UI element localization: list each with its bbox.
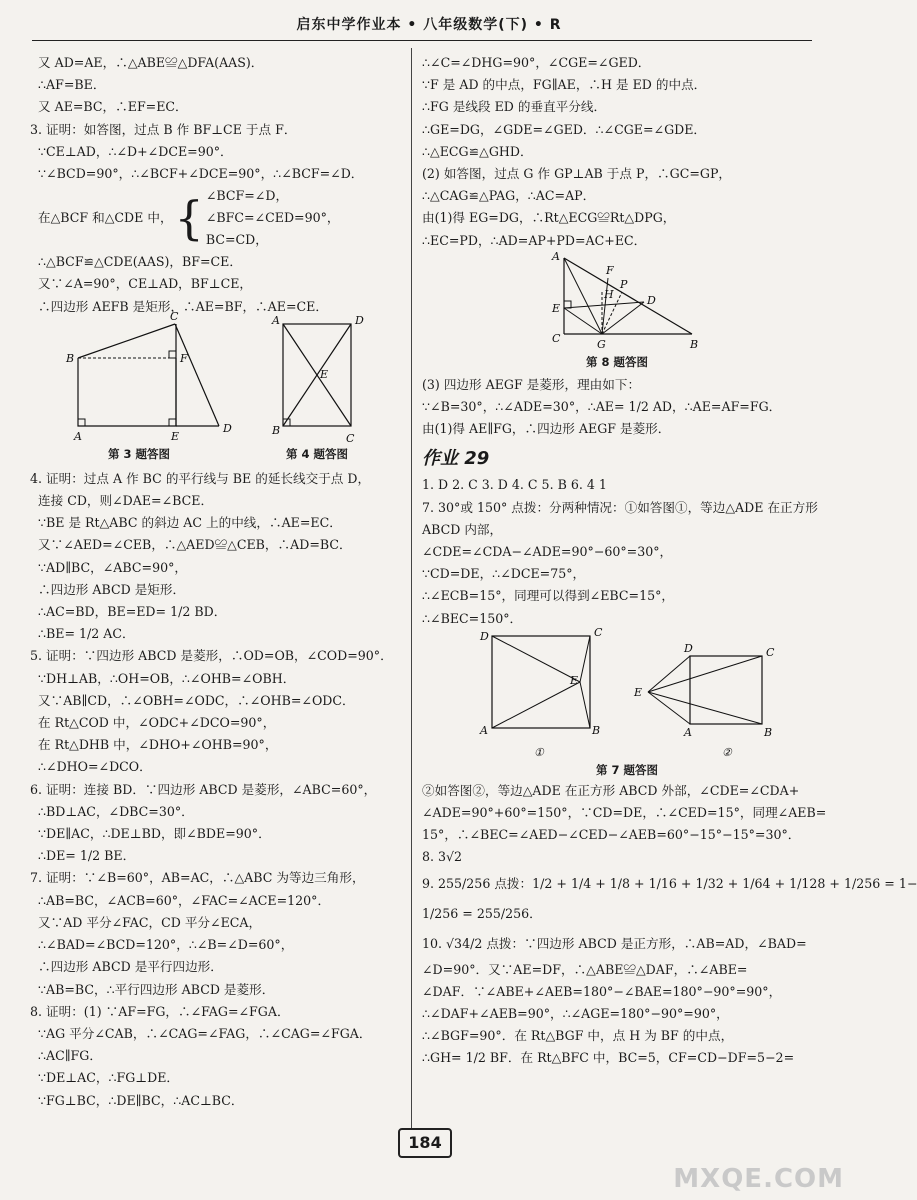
text-line: ②如答图②，等边△ADE 在正方形 ABCD 外部，∠CDE=∠CDA+ xyxy=(422,782,800,798)
text-line: ∴四边形 AEFB 是矩形，∴AE=BF，∴AE=CE． xyxy=(38,298,328,314)
text-line: ∴∠ECB=15°，同理可以得到∠EBC=15°， xyxy=(422,588,675,604)
svg-text:D: D xyxy=(480,629,489,643)
text-line: ∴BD⊥AC，∠DBC=30°． xyxy=(38,803,194,819)
text-line: ∴DE= 1/2 BE． xyxy=(38,848,136,864)
figure-7-label-2: ② xyxy=(722,745,732,759)
text-line: 又∵∠A=90°，CE⊥AD，BF⊥CE， xyxy=(38,276,253,292)
page-header: 启东中学作业本 • 八年级数学(下) • R xyxy=(296,17,562,33)
figure-8-caption: 第 8 题答图 xyxy=(586,354,649,369)
text-line: ∵AB=BC，∴平行四边形 ABCD 是菱形． xyxy=(38,981,275,997)
brace-system xyxy=(30,185,402,251)
text-line: ∠CDE=∠CDA−∠ADE=90°−60°=30°， xyxy=(422,544,673,560)
text-line: ∴∠BGF=90°．在 Rt△BGF 中，点 H 为 BF 的中点， xyxy=(422,1028,734,1044)
svg-text:C: C xyxy=(346,431,355,445)
text-line: ∴FG 是线段 ED 的垂直平分线． xyxy=(422,99,607,115)
text-line: 又∵∠AED=∠CEB，∴△AED≌△CEB，∴AD=BC． xyxy=(38,537,352,553)
svg-text:D: D xyxy=(223,421,232,435)
text-line: 10. √34/2 点拨：∵四边形 ABCD 是正方形，∴AB=AD，∠BAD= xyxy=(422,935,807,951)
left-lines-b xyxy=(30,251,402,318)
page-number: 184 xyxy=(398,1128,452,1158)
svg-text:D: D xyxy=(684,641,693,655)
text-line: 7. 30°或 150° 点拨：分两种情况：①如答图①，等边△ADE 在正方形 xyxy=(422,499,818,515)
figure-7-caption: 第 7 题答图 xyxy=(596,762,659,777)
brace-glyph: { xyxy=(174,191,204,246)
figure-7-diagram xyxy=(422,625,814,760)
svg-text:E: E xyxy=(320,367,329,381)
figure-3-caption: 第 3 题答图 xyxy=(108,446,171,461)
svg-text:G: G xyxy=(597,337,606,351)
svg-text:H: H xyxy=(604,287,614,301)
watermark-logo: MXQE.COM xyxy=(673,1164,844,1194)
right-lines-a xyxy=(422,52,814,252)
left-lines-a xyxy=(30,52,402,185)
right-lines-d xyxy=(422,780,917,1070)
text-line: ∵DE∥AC，∴DE⊥BD，即∠BDE=90°． xyxy=(38,826,271,842)
text-line: ∴AF=BE． xyxy=(38,77,106,93)
text-line: 4. 证明：过点 A 作 BC 的平行线与 BE 的延长线交于点 D， xyxy=(30,470,371,486)
text-line: ∵FG⊥BC，∴DE∥BC，∴AC⊥BC． xyxy=(38,1092,244,1108)
text-line: 在 Rt△COD 中，∠ODC+∠DCO=90°， xyxy=(38,715,276,731)
text-line: 又 AE=BC，∴EF=EC． xyxy=(38,99,188,115)
text-line: 3. 证明：如答图，过点 B 作 BF⊥CE 于点 F． xyxy=(30,121,297,137)
text-line: ∠D=90°．又∵AE=DF，∴△ABE≌△DAF，∴∠ABE= xyxy=(422,961,748,977)
text-line: ∴∠BAD=∠BCD=120°，∴∠B=∠D=60°， xyxy=(38,937,294,953)
text-line: ∴EC=PD，∴AD=AP+PD=AC+EC． xyxy=(422,232,647,248)
header-rule xyxy=(32,40,812,41)
text-line: 又∵AB∥CD，∴∠OBH=∠ODC，∴∠OHB=∠ODC． xyxy=(38,692,355,708)
svg-text:C: C xyxy=(766,645,775,659)
text-line: ∴△CAG≌△PAG，∴AC=AP． xyxy=(422,188,596,204)
svg-text:A: A xyxy=(684,725,692,739)
text-line: ∴四边形 ABCD 是矩形． xyxy=(38,581,186,597)
text-line: (2) 如答图，过点 G 作 GP⊥AB 于点 P，∴GC=GP， xyxy=(422,166,732,182)
text-line: ∵AG 平分∠CAB，∴∠CAG=∠FAG，∴∠CAG=∠FGA． xyxy=(38,1025,372,1041)
text-line: ∠DAF．∵∠ABE+∠AEB=180°−∠BAE=180°−90°=90°， xyxy=(422,983,782,999)
text-line: ∠ADE=90°+60°=150°，∵CD=DE，∴∠CED=15°，同理∠AEB= xyxy=(422,805,827,821)
text-line: ∴AC∥FG． xyxy=(38,1048,102,1064)
svg-text:A: A xyxy=(480,723,488,737)
text-line: 由(1)得 EG=DG，∴Rt△ECG≌Rt△DPG， xyxy=(422,210,676,226)
text-line: ∵DH⊥AB，∴OH=OB，∴∠OHB=∠OBH． xyxy=(38,670,296,686)
svg-text:B: B xyxy=(592,723,601,737)
svg-text:B: B xyxy=(66,351,75,365)
svg-text:F: F xyxy=(180,351,188,365)
figure-4-caption: 第 4 题答图 xyxy=(286,446,349,461)
text-line: 8. 3√2 xyxy=(422,849,463,865)
left-column xyxy=(30,52,402,1112)
text-line: ∴∠DHO=∠DCO． xyxy=(38,759,152,775)
svg-text:C: C xyxy=(552,331,561,345)
text-line: ∴BE= 1/2 AC． xyxy=(38,626,135,642)
figure-7-label-1: ① xyxy=(534,745,544,759)
svg-text:E: E xyxy=(171,429,180,443)
text-line: 6. 证明：连接 BD．∵四边形 ABCD 是菱形，∠ABC=60°， xyxy=(30,781,377,797)
text-line: ∵∠BCD=90°，∴∠BCF+∠DCE=90°，∴∠BCF=∠D． xyxy=(38,166,364,182)
text-line: 7. 证明：∵∠B=60°，AB=AC，∴△ABC 为等边三角形， xyxy=(30,870,365,886)
text-line: (3) 四边形 AEGF 是菱形，理由如下： xyxy=(422,376,641,392)
svg-text:A: A xyxy=(272,313,280,327)
text-line: ∴GE=DG，∠GDE=∠GED．∴∠CGE=∠GDE． xyxy=(422,121,707,137)
text-line: ∵BE 是 Rt△ABC 的斜边 AC 上的中线，∴AE=EC． xyxy=(38,515,342,531)
brace-prefix: 在△BCF 和△CDE 中， xyxy=(38,210,173,226)
text-line: ∠BFC=∠CED=90°， xyxy=(205,210,340,226)
svg-text:B: B xyxy=(690,337,699,351)
text-line: ∠BCF=∠D， xyxy=(205,188,289,204)
text-line: 9. 255/256 点拨：1/2 + 1/4 + 1/8 + 1/16 + 1/32 + 1/64 + 1/128 + 1/256 = 1− xyxy=(422,875,917,891)
figure-3-diagram xyxy=(30,309,402,446)
text-line: 15°，∴∠BEC=∠AED−∠CED−∠AEB=60°−15°−15°=30°． xyxy=(422,827,801,843)
svg-text:A: A xyxy=(552,249,560,263)
text-line: 1/256 = 255/256． xyxy=(422,905,542,921)
svg-text:P: P xyxy=(620,277,628,291)
svg-text:D: D xyxy=(647,293,656,307)
text-line: ∴△BCF≌△CDE(AAS)，BF=CE． xyxy=(38,254,242,270)
text-line: ∵∠B=30°，∴∠ADE=30°，∴AE= 1/2 AD，∴AE=AF=FG． xyxy=(422,399,782,415)
text-line: ∴△ECG≌△GHD． xyxy=(422,143,533,159)
text-line: 连接 CD，则∠DAE=∠BCE． xyxy=(38,493,214,509)
text-line: ABCD 内部， xyxy=(422,521,503,537)
figure-8-diagram xyxy=(422,249,814,352)
text-line: ∵CE⊥AD，∴∠D+∠DCE=90°． xyxy=(38,143,233,159)
left-lines-c xyxy=(30,468,402,1112)
text-line: ∵CD=DE，∴∠DCE=75°， xyxy=(422,566,586,582)
text-line: ∴∠BEC=150°． xyxy=(422,610,523,626)
text-line: ∴∠C=∠DHG=90°，∠CGE=∠GED． xyxy=(422,55,651,70)
column-divider xyxy=(411,48,412,1128)
text-line: 在 Rt△DHB 中，∠DHO+∠OHB=90°， xyxy=(38,737,278,753)
svg-text:D: D xyxy=(355,313,364,327)
right-lines-b xyxy=(422,374,814,441)
text-line: 又∵AD 平分∠FAC，CD 平分∠ECA， xyxy=(38,914,262,930)
text-line: 5. 证明：∵四边形 ABCD 是菱形，∴OD=OB，∠COD=90°． xyxy=(30,648,393,664)
text-line: ∴AB=BC，∠ACB=60°，∠FAC=∠ACE=120°． xyxy=(38,892,331,908)
text-line: BC=CD， xyxy=(205,232,268,248)
svg-text:E: E xyxy=(552,301,561,315)
text-line: 又 AD=AE，∴△ABE≌△DFA(AAS)． xyxy=(38,55,264,70)
svg-text:F: F xyxy=(606,263,614,277)
text-line: 8. 证明：(1) ∵AF=FG，∴∠FAG=∠FGA． xyxy=(30,1003,290,1019)
svg-text:C: C xyxy=(594,625,603,639)
section-title: 作业 29 xyxy=(422,448,490,470)
svg-text:A: A xyxy=(74,429,82,443)
text-line: 由(1)得 AE∥FG，∴四边形 AEGF 是菱形． xyxy=(422,421,671,437)
right-lines-c xyxy=(422,474,818,629)
text-line: ∴AC=BD，BE=ED= 1/2 BD． xyxy=(38,604,227,620)
figure-8 xyxy=(422,249,814,374)
svg-text:E: E xyxy=(570,673,579,687)
text-line: ∵DE⊥AC，∴FG⊥DE． xyxy=(38,1070,180,1086)
svg-text:C: C xyxy=(170,309,179,323)
svg-text:E: E xyxy=(634,685,643,699)
svg-text:B: B xyxy=(272,423,281,437)
brace-lines xyxy=(206,185,340,251)
text-line: ∴四边形 ABCD 是平行四边形． xyxy=(38,959,223,975)
figures-3-4 xyxy=(30,309,402,468)
text-line: ∴∠DAF+∠AEB=90°，∴∠AGE=180°−90°=90°， xyxy=(422,1006,729,1022)
svg-text:B: B xyxy=(764,725,773,739)
text-line: ∵AD∥BC，∠ABC=90°， xyxy=(38,559,187,575)
right-column xyxy=(422,52,917,1070)
text-line: 1. D 2. C 3. D 4. C 5. B 6. 4 1 xyxy=(422,477,607,493)
figure-7 xyxy=(422,625,814,780)
text-line: ∴GH= 1/2 BF．在 Rt△BFC 中，BC=5，CF=CD−DF=5−2= xyxy=(422,1050,795,1066)
text-line: ∵F 是 AD 的中点，FG∥AE，∴H 是 ED 的中点． xyxy=(422,77,707,93)
